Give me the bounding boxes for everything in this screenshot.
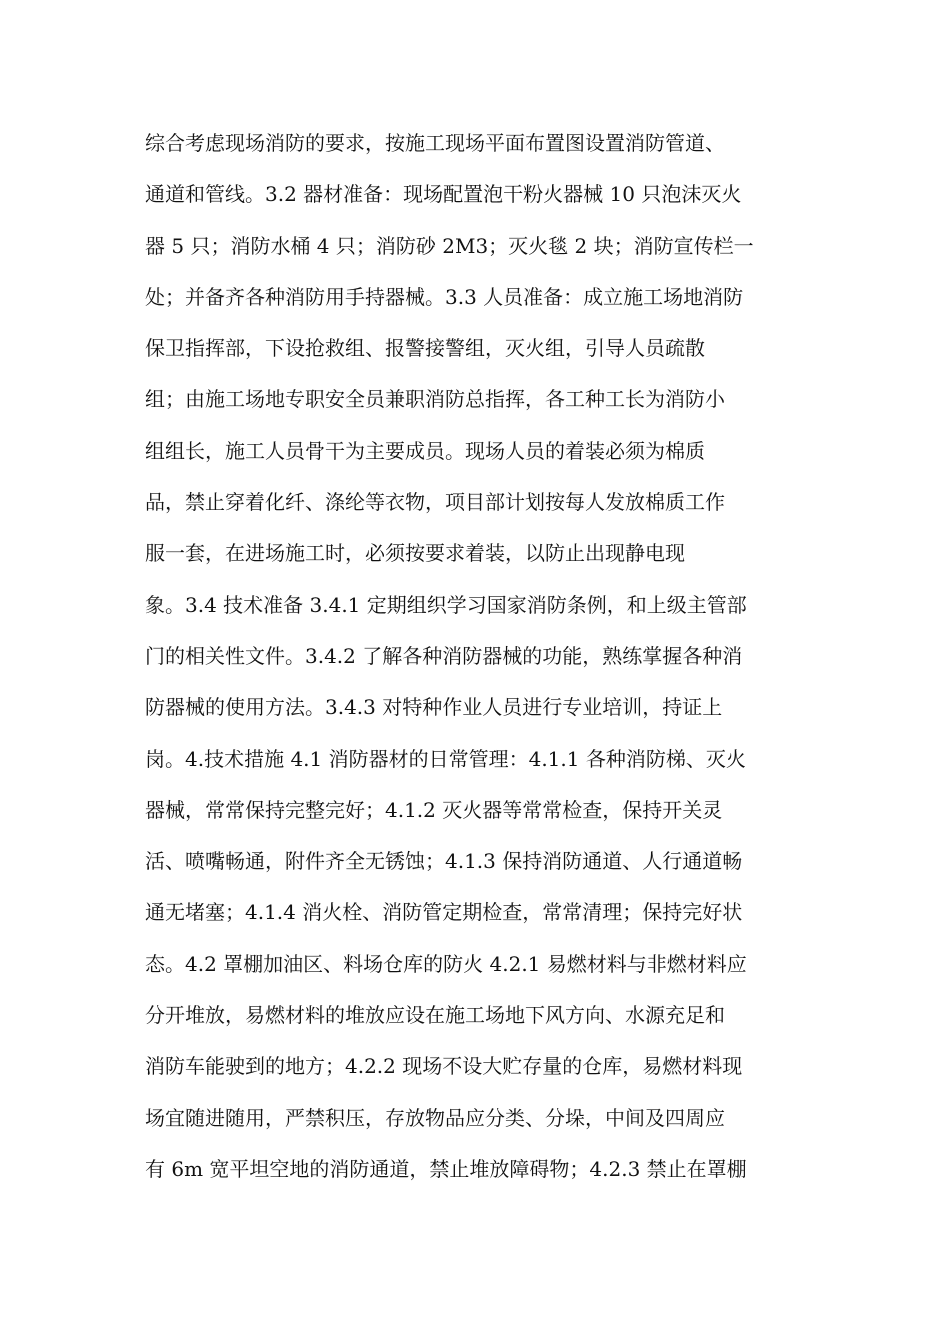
text-line: 分开堆放，易燃材料的堆放应设在施工场地下风方向、水源充足和 (145, 1003, 725, 1028)
text-line: 态。4.2 罩棚加油区、料场仓库的防火 4.2.1 易燃材料与非燃材料应 (145, 951, 747, 976)
text-line: 防器械的使用方法。3.4.3 对特种作业人员进行专业培训，持证上 (145, 695, 723, 720)
text-line: 处；并备齐各种消防用手持器械。3.3 人员准备：成立施工场地消防 (145, 284, 744, 309)
text-line: 岗。4.技术措施 4.1 消防器材的日常管理：4.1.1 各种消防梯、灭火 (145, 746, 746, 771)
text-line: 器 5 只；消防水桶 4 只；消防砂 2M3；灭火毯 2 块；消防宣传栏一 (145, 233, 754, 258)
text-line: 有 6m 宽平坦空地的消防通道，禁止堆放障碍物；4.2.3 禁止在罩棚 (145, 1156, 747, 1181)
text-line: 组；由施工场地专职安全员兼职消防总指挥，各工种工长为消防小 (145, 387, 725, 412)
text-line: 消防车能驶到的地方；4.2.2 现场不设大贮存量的仓库，易燃材料现 (145, 1054, 743, 1079)
text-line: 门的相关性文件。3.4.2 了解各种消防器械的功能，熟练掌握各种消 (145, 643, 743, 668)
body-text (145, 118, 825, 1195)
text-line: 保卫指挥部，下设抢救组、报警接警组，灭火组，引导人员疏散 (145, 336, 705, 361)
text-line: 通道和管线。3.2 器材准备：现场配置泡干粉火器械 10 只泡沫灭火 (145, 182, 742, 207)
text-line: 象。3.4 技术准备 3.4.1 定期组织学习国家消防条例，和上级主管部 (145, 592, 747, 617)
text-line: 品，禁止穿着化纤、涤纶等衣物，项目部计划按每人发放棉质工作 (145, 490, 725, 515)
text-line: 器械，常常保持完整完好；4.1.2 灭火器等常常检查，保持开关灵 (145, 797, 723, 822)
text-line: 综合考虑现场消防的要求，按施工现场平面布置图设置消防管道、 (145, 131, 725, 155)
text-line: 服一套，在进场施工时，必须按要求着装，以防止出现静电现 (145, 541, 685, 566)
text-line: 通无堵塞；4.1.4 消火栓、消防管定期检查，常常清理；保持完好状 (145, 900, 743, 925)
text-line: 活、喷嘴畅通，附件齐全无锈蚀；4.1.3 保持消防通道、人行通道畅 (145, 849, 743, 874)
text-line: 组组长，施工人员骨干为主要成员。现场人员的着装必须为棉质 (145, 438, 705, 463)
text-line: 场宜随进随用，严禁积压，存放物品应分类、分垛，中间及四周应 (145, 1105, 725, 1130)
